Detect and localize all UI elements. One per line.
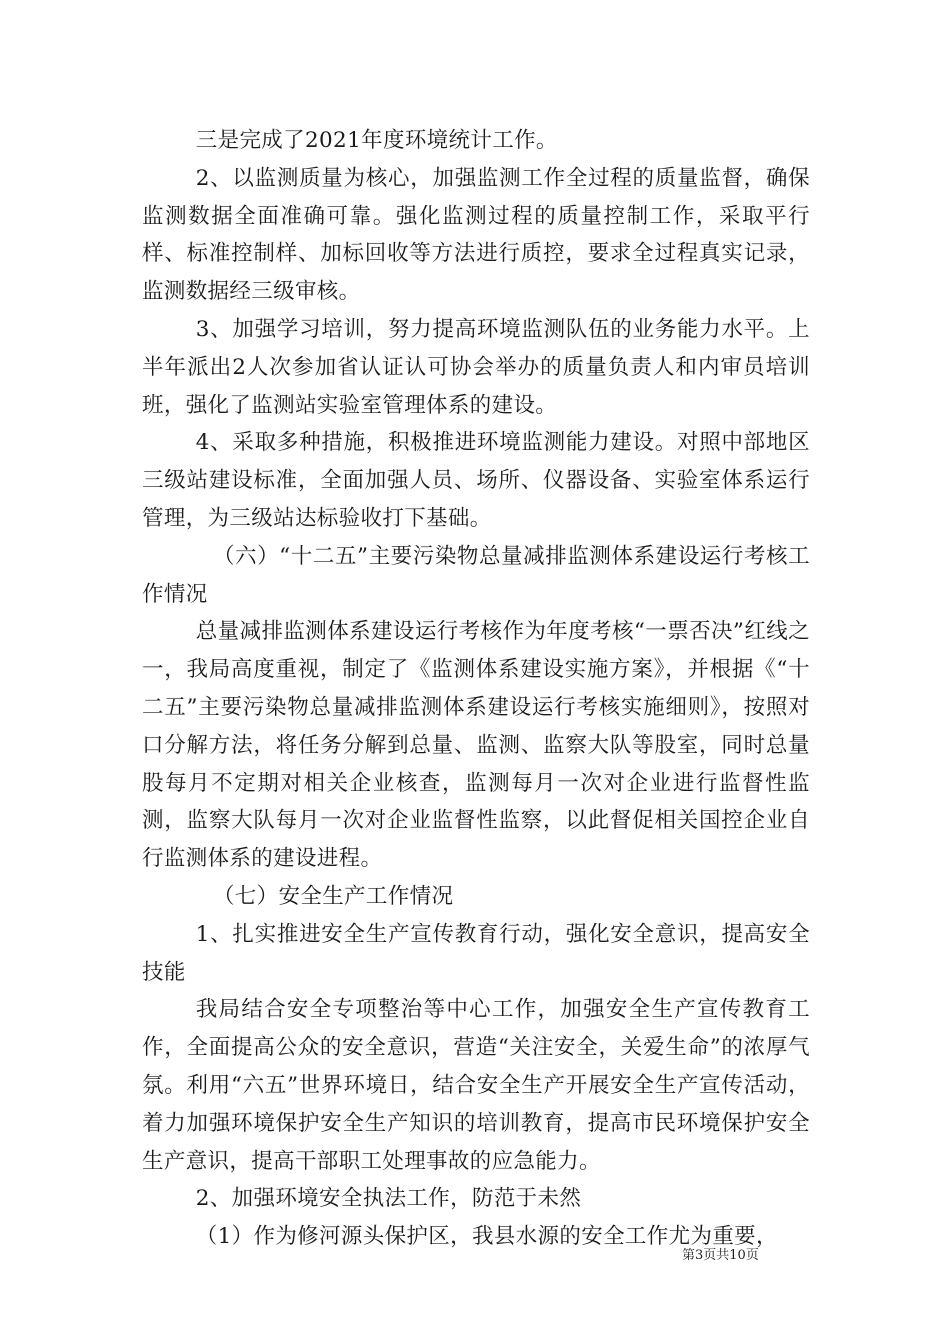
section-heading-six: （六）“十二五”主要污染物总量减排监测体系建设运行考核工作情况	[142, 543, 810, 607]
paragraph-training: 3、加强学习培训，努力提高环境监测队伍的业务能力水平。上半年派出2人次参加省认证认可协会举办的质量负责人和内审员培训班，强化了监测站实验室管理体系的建设。	[142, 316, 810, 418]
paragraph-safety-education: 我局结合安全专项整治等中心工作，加强安全生产宣传教育工作，全面提高公众的安全意识，营造“关注安全，关爱生命”的浓厚气氛。利用“六五”世界环境日，结合安全生产开展安全生产宣传活动，着力加强环境保护安全生产知识的培训教育，提高市民环境保护安全生产意识，提高干部职工处理事故的应急能力。	[142, 997, 810, 1174]
section-heading-seven: （七）安全生产工作情况	[212, 883, 454, 909]
paragraph-statistics-work: 三是完成了2021年度环境统计工作。	[195, 128, 558, 153]
paragraph-capacity-building: 4、采取多种措施，积极推进环境监测能力建设。对照中部地区三级站建设标准，全面加强人员、场所、仪器设备、实验室体系运行管理，为三级站达标验收打下基础。	[142, 430, 810, 531]
paragraph-emission-reduction: 总量减排监测体系建设运行考核作为年度考核“一票否决”红线之一，我局高度重视，制定了《监测体系建设实施方案》，并根据《“十二五”主要污染物总量减排监测体系建设运行考核实施细则》，按照对口分解方法，将任务分解到总量、监测、监察大队等股室，同时总量股每月不定期对相关企业核查，监测每月一次对企业进行监督性监测，监察大队每月一次对企业监督性监察，以此督促相关国控企业自行监测体系的建设进程。	[142, 619, 810, 872]
subheading-safety-education: 1、扎实推进安全生产宣传教育行动，强化安全意识，提高安全技能	[142, 921, 810, 985]
paragraph-quality-monitoring: 2、以监测质量为核心，加强监测工作全过程的质量监督，确保监测数据全面准确可靠。强化监测过程的质量控制工作，采取平行样、标准控制样、加标回收等方法进行质控，要求全过程真实记录，监测数据经三级审核。	[142, 165, 810, 305]
page-number-footer: 第3页共10页	[682, 1248, 759, 1263]
document-body	[142, 122, 810, 1256]
subheading-safety-enforcement: 2、加强环境安全执法工作，防范于未然	[195, 1186, 582, 1212]
paragraph-water-source: （1）作为修河源头保护区，我县水源的安全工作尤为重要，	[195, 1224, 778, 1250]
